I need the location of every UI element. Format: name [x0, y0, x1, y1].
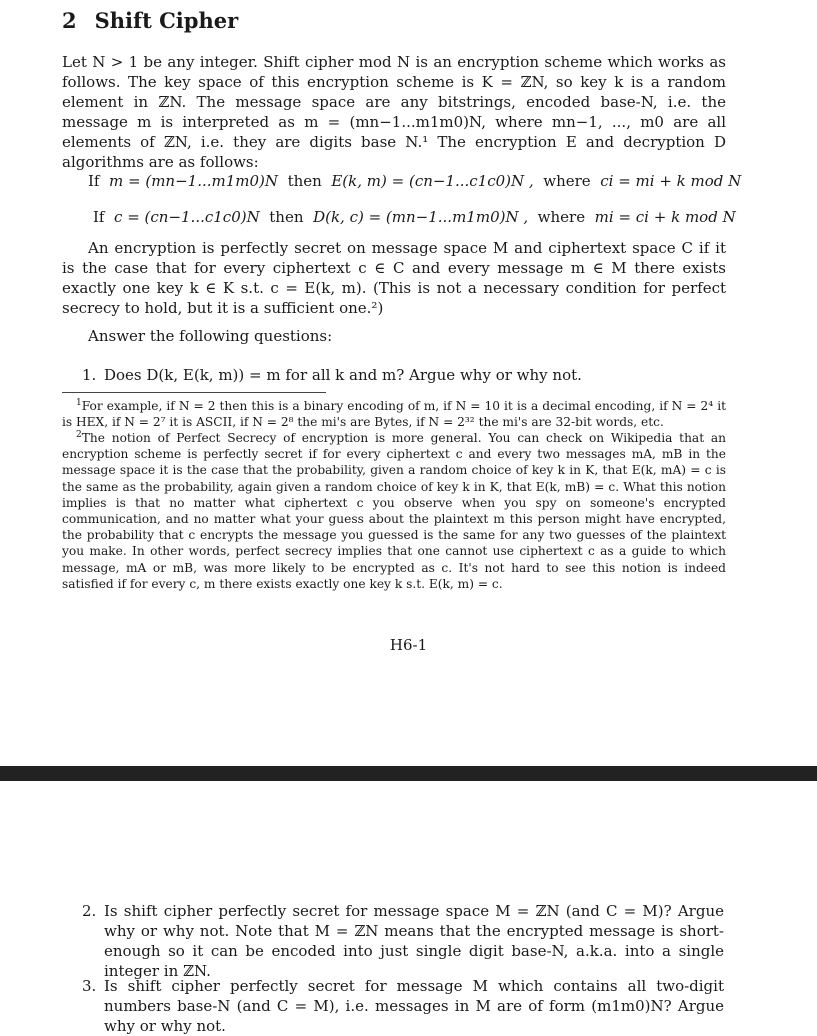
- question-3: [82, 976, 727, 1035]
- question-text: Is shift cipher perfectly secret for message space M = ℤN (and C = M)? Argue why or why not. Note that M = ℤN means that the encrypted message is short-enough so it can be encoded into just single digit base-N, a.k.a. into a single integer in ℤN.: [104, 902, 724, 980]
- question-number: 3.: [82, 977, 97, 995]
- footnote-2: $^2$The notion of Perfect Secrecy of encryption is more general. You can check on Wikipedia that an encryption scheme is perfectly secret if for every ciphertext c and every two messages mA, mB in the message space it is the case that the probability, given a random choice of key k in K, that E(k, mA) = c is the same as the probability, again given a random choice of key k in K, that E(k, mB) = c. What this notion implies is that no matter what ciphertext c you observe when you spy on someone's encrypted communication, and no matter what your guess about the plaintext m this person might have encrypted, the probability that c encrypts the message you guessed is the same for any two guesses of the plaintext you make. In other words, perfect secrecy implies that one cannot use ciphertext c as a guide to which message, mA or mB, was more likely to be encrypted as c. It's not hard to see this notion is indeed satisfied if for every c, m there exists exactly one key k s.t. E(k, m) = c.: [62, 429, 726, 591]
- footnote-rule: [62, 392, 326, 393]
- page-label: H6-1: [389, 636, 428, 654]
- perfect-secrecy-definition: An encryption is perfectly secret on message space M and ciphertext space C if it is the case that for every ciphertext c ∈ C and every message m ∈ M there exists exactly one key k ∈ K s.t. c = E(k, m). (This is not a necessary condition for perfect secrecy to hold, but it is a sufficient one.²): [62, 239, 726, 317]
- question-number: 1.: [82, 366, 97, 384]
- question-1: [82, 365, 727, 387]
- question-number: 2.: [82, 902, 97, 920]
- question-text: Does D(k, E(k, m)) = m for all k and m? Argue why or why not.: [104, 366, 582, 384]
- answer-prompt: Answer the following questions:: [88, 327, 333, 345]
- decryption-equation: If c = (cn−1...c1c0)N then D(k, c) = (mn−1...m1m0)N , where mi = ci + k mod N: [93, 208, 736, 226]
- section-title: Shift Cipher: [94, 8, 239, 33]
- section-number: 2: [62, 8, 77, 33]
- question-2: [82, 901, 727, 980]
- footnote-1: $^1$For example, if N = 2 then this is a binary encoding of m, if N = 10 it is a decimal encoding, if N = 2⁴ it is HEX, if N = 2⁷ it is ASCII, if N = 2⁸ the mi's are Bytes, if N = 2³² the mi's are 32-bit words, etc.: [62, 397, 726, 430]
- encryption-equation: If m = (mn−1...m1m0)N then E(k, m) = (cn−1...c1c0)N , where ci = mi + k mod N: [88, 172, 742, 190]
- question-text: Is shift cipher perfectly secret for message M which contains all two-digit numbers base-N (and C = M), i.e. messages in M are of form (m1m0)N? Argue why or why not.: [104, 977, 724, 1035]
- page-separator: [0, 766, 817, 781]
- section-heading: [62, 8, 238, 33]
- intro-paragraph: Let N > 1 be any integer. Shift cipher mod N is an encryption scheme which works as follows. The key space of this encryption scheme is K = ℤN, so key k is a random element in ℤN. The message space are any bitstrings, encoded base-N, i.e. the message m is interpreted as m = (mn−1...m1m0)N, where mn−1, ..., m0 are all elements of ℤN, i.e. they are digits base N.¹ The encryption E and decryption D algorithms are as follows:: [62, 53, 726, 171]
